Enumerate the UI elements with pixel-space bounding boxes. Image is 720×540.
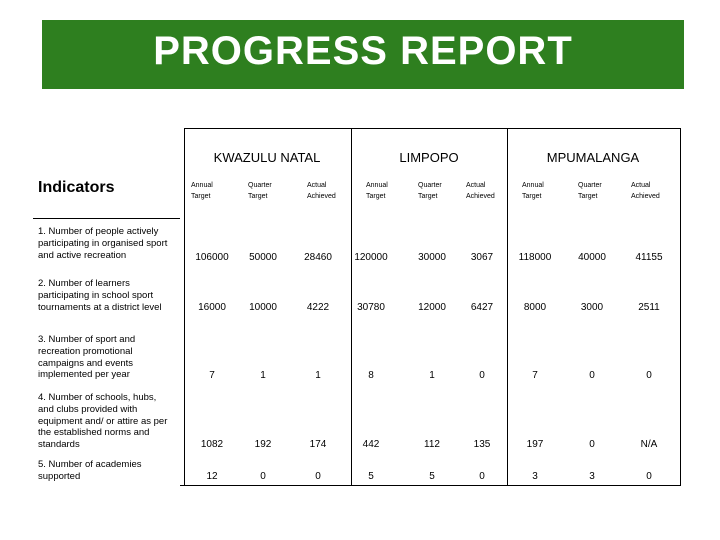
column-subheader-line: Achieved xyxy=(307,193,336,200)
column-subheader xyxy=(366,180,416,202)
row-label-line: 5. Number of academies xyxy=(38,459,142,470)
title-banner xyxy=(42,20,684,89)
column-subheader xyxy=(248,180,298,202)
row-label-line: implemented per year xyxy=(38,369,130,381)
column-subheader-line: Quarter xyxy=(248,182,272,189)
table-cell: 5 xyxy=(368,471,374,482)
table-cell: 0 xyxy=(589,370,595,381)
column-subheader xyxy=(631,180,681,202)
table-cell: 3067 xyxy=(470,252,494,263)
column-subheader-line: Target xyxy=(578,193,598,200)
column-subheader-line: Quarter xyxy=(418,182,442,189)
column-subheader xyxy=(307,180,357,202)
table-cell: 30000 xyxy=(418,252,446,263)
table-cell: 40000 xyxy=(578,252,606,263)
table-cell: 28460 xyxy=(304,252,332,263)
column-subheader xyxy=(418,180,468,202)
column-subheader-line: Annual xyxy=(366,182,388,189)
row-label-line: recreation promotional xyxy=(38,345,133,357)
column-subheader-line: Actual xyxy=(307,182,327,189)
column-subheader-line: Achieved xyxy=(631,193,660,200)
table-cell: 3000 xyxy=(580,302,604,313)
table-cell: 1082 xyxy=(200,439,224,450)
table-cell: 16000 xyxy=(198,302,226,313)
row-label xyxy=(38,226,180,261)
table-cell: 1 xyxy=(260,370,266,381)
table-cell: 0 xyxy=(589,439,595,450)
table-cell: 112 xyxy=(424,439,440,450)
table-cell: 135 xyxy=(473,439,491,450)
column-subheader-line: Target xyxy=(248,193,268,200)
row-label-line: supported xyxy=(38,470,81,482)
row-label-line: 2. Number of learners xyxy=(38,278,130,289)
row-label-line: 4. Number of schools, hubs, xyxy=(38,392,157,403)
indicators-header-divider xyxy=(33,218,180,219)
row-label-line: tournaments at a district level xyxy=(38,301,162,313)
row-label xyxy=(38,392,180,451)
column-subheader xyxy=(522,180,572,202)
row-label xyxy=(38,334,180,381)
table-cell: 6427 xyxy=(470,302,494,313)
column-subheader-line: Target xyxy=(191,193,211,200)
table-cell: 12000 xyxy=(418,302,446,313)
region-header-limpopo: LIMPOPO xyxy=(399,150,459,165)
row-label-line: 1. Number of people actively xyxy=(38,226,159,237)
column-divider xyxy=(184,128,185,486)
row-label-line: campaigns and events xyxy=(38,357,134,369)
table-cell: 7 xyxy=(532,370,538,381)
row-label xyxy=(38,459,180,483)
table-cell: 0 xyxy=(315,471,321,482)
table-cell: 0 xyxy=(260,471,266,482)
table-cell: N/A xyxy=(640,439,658,450)
row-label-line: and clubs provided with xyxy=(38,403,138,415)
column-subheader-line: Achieved xyxy=(466,193,495,200)
column-subheader-line: Annual xyxy=(191,182,213,189)
column-subheader-line: Actual xyxy=(466,182,486,189)
column-subheader-line: Target xyxy=(522,193,542,200)
row-label-line: and active recreation xyxy=(38,249,127,261)
column-subheader-line: Quarter xyxy=(578,182,602,189)
column-subheader-line: Annual xyxy=(522,182,544,189)
table-cell: 41155 xyxy=(635,252,663,263)
table-cell: 442 xyxy=(362,439,380,450)
row-label-line: 3. Number of sport and xyxy=(38,334,136,345)
page-title: PROGRESS REPORT xyxy=(153,29,573,73)
column-subheader xyxy=(466,180,516,202)
table-cell: 0 xyxy=(646,471,652,482)
indicators-header: Indicators xyxy=(38,179,115,196)
table-cell: 3 xyxy=(589,471,595,482)
table-cell: 118000 xyxy=(518,252,552,263)
column-subheader xyxy=(578,180,628,202)
table-cell: 0 xyxy=(479,370,485,381)
table-cell: 1 xyxy=(429,370,435,381)
table-cell: 8 xyxy=(368,370,374,381)
column-subheader-line: Actual xyxy=(631,182,651,189)
row-label-line: standards xyxy=(38,439,80,451)
table-cell: 2511 xyxy=(638,302,660,313)
row-label-line: participating in organised sport xyxy=(38,237,168,249)
row-label-line: equipment and/ or attire as per xyxy=(38,415,168,427)
table-cell: 174 xyxy=(309,439,327,450)
table-cell: 0 xyxy=(646,370,652,381)
table-top-border xyxy=(184,128,680,129)
table-cell: 4222 xyxy=(306,302,330,313)
column-subheader-line: Target xyxy=(366,193,386,200)
row-label-line: the established norms and xyxy=(38,427,150,439)
region-header-mpumalanga: MPUMALANGA xyxy=(546,150,640,165)
column-subheader-line: Target xyxy=(418,193,438,200)
column-subheader xyxy=(191,180,241,202)
table-bottom-border xyxy=(180,485,680,486)
row-label xyxy=(38,278,180,313)
table-cell: 12 xyxy=(206,471,218,482)
table-cell: 120000 xyxy=(354,252,388,263)
region-header-kwazulu-natal: KWAZULU NATAL xyxy=(213,150,321,165)
row-label-line: participating in school sport xyxy=(38,289,154,301)
table-cell: 3 xyxy=(532,471,538,482)
table-cell: 50000 xyxy=(249,252,277,263)
table-cell: 197 xyxy=(526,439,544,450)
table-cell: 106000 xyxy=(195,252,229,263)
table-cell: 192 xyxy=(254,439,272,450)
table-cell: 5 xyxy=(429,471,435,482)
table-cell: 7 xyxy=(209,370,215,381)
table-cell: 8000 xyxy=(523,302,547,313)
table-cell: 0 xyxy=(479,471,485,482)
table-cell: 1 xyxy=(315,370,321,381)
table-cell: 30780 xyxy=(357,302,385,313)
table-cell: 10000 xyxy=(249,302,277,313)
